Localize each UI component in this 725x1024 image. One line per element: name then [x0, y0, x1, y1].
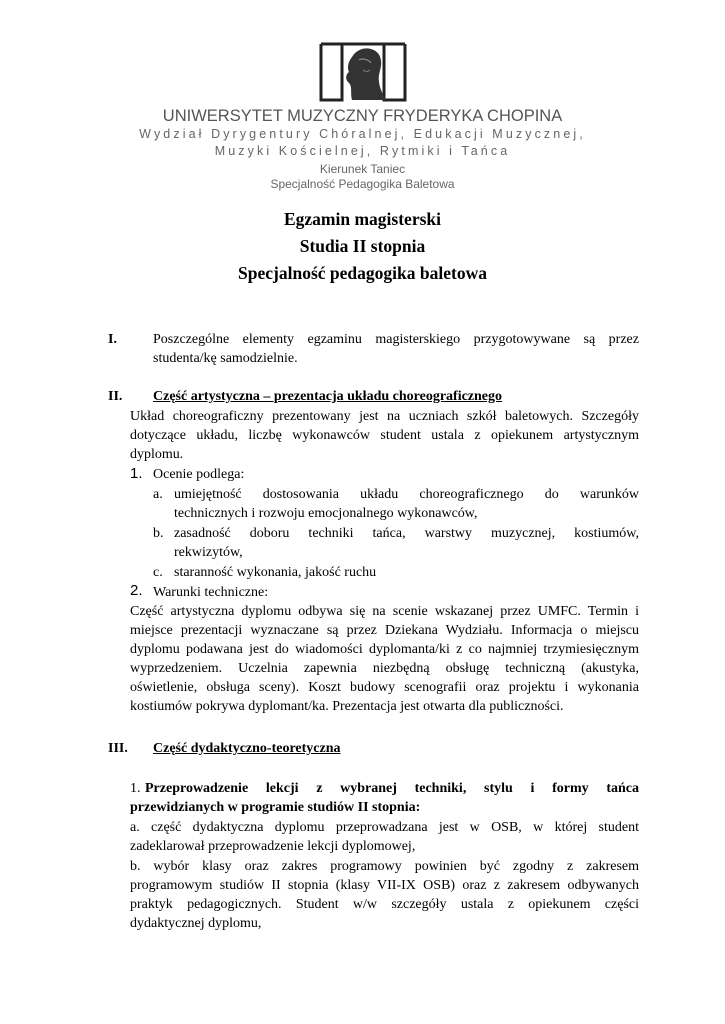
- document-title-line2: Studia II stopnia: [299, 236, 426, 256]
- section-3-item-1-title-line1: Przeprowadzenie lekcji z wybranej techniki, stylu i formy tańca: [145, 781, 639, 796]
- section-2-heading: Część artystyczna – prezentacja układu choreograficznego: [153, 389, 503, 404]
- section-numeral-1: I.: [108, 332, 117, 347]
- item-2-text-line2: miejsce prezentacji wyznaczane są przez Dziekana Wydziału. Informacja o miejscu: [130, 623, 639, 638]
- section-numeral-2: II.: [108, 389, 123, 404]
- sub-item-b-line1: zasadność doboru techniki tańca, warstwy muzycznej, kostiumów,: [174, 526, 639, 541]
- profile-silhouette-icon: [346, 48, 386, 100]
- item-2-text-line3: dyplomu podawana jest do wiadomości dyplomanta/ki z co najmniej trzymiesięcznym: [130, 642, 639, 657]
- document-title-line1: Egzamin magisterski: [283, 209, 441, 229]
- specialty-name: Specjalność Pedagogika Baletowa: [270, 177, 455, 191]
- section-3-b-line2: programowym studiów II stopnia (klasy VII-IX OSB) oraz z zakresem odbywanych: [130, 878, 639, 893]
- sub-item-c-text: staranność wykonania, jakość ruchu: [174, 565, 377, 580]
- section-numeral-3: III.: [108, 741, 128, 756]
- sub-item-letter-a: a.: [153, 487, 163, 502]
- item-2-text-line6: kostiumów pokrywa dyplomant/ka. Prezentacja jest otwarta dla publiczności.: [130, 699, 564, 714]
- section-3-heading: Część dydaktyczno-teoretyczna: [153, 741, 341, 756]
- section-2-intro-line2: dotyczące układu, liczbę wykonawców student ustala z opiekunem artystycznym: [130, 428, 639, 443]
- university-logo: [318, 42, 408, 104]
- section-3-a-line1: a. część dydaktyczna dyplomu przeprowadzana jest w OSB, w której student: [130, 820, 639, 835]
- field-of-study: Kierunek Taniec: [319, 162, 406, 176]
- faculty-name-line2: Muzyki Kościelnej, Rytmiki i Tańca: [214, 144, 511, 158]
- section-2-intro-line1: Układ choreograficzny prezentowany jest na uczniach szkół baletowych. Szczegóły: [130, 409, 639, 424]
- university-name: UNIWERSYTET MUZYCZNY FRYDERYKA CHOPINA: [162, 107, 563, 125]
- section-3-b-line4: dydaktycznej dyplomu,: [130, 916, 262, 931]
- item-number-2: 2.: [130, 582, 143, 599]
- section-3-b-line1: b. wybór klasy oraz zakres programowy powinien być zgodny z zakresem: [130, 859, 639, 874]
- item-2-text-line1: Część artystyczna dyplomu odbywa się na scenie wskazanej przez UMFC. Termin i: [130, 604, 639, 619]
- item-2-label: Warunki techniczne:: [153, 585, 269, 600]
- item-2-text-line5: oświetlenie, obsługa sceny). Koszt budowy scenografii oraz projektu i wykonania: [130, 680, 639, 695]
- section-3-a-line2: zadeklarował przeprowadzenie lekcji dyplomowej,: [130, 839, 416, 854]
- sub-item-letter-b: b.: [153, 526, 164, 541]
- sub-item-b-line2: rekwizytów,: [174, 545, 243, 560]
- sub-item-a-line1: umiejętność dostosowania układu choreograficznego do warunków: [174, 487, 639, 502]
- section-1-text-line1: Poszczególne elementy egzaminu magisterskiego przygotowywane są przez: [153, 332, 639, 347]
- item-2-text-line4: wyprzedzeniem. Uczelnia zapewnia niezbędną obsługę techniczną (akustyka,: [130, 661, 639, 676]
- section-2-intro-line3: dyplomu.: [130, 447, 184, 462]
- sub-item-letter-c: c.: [153, 565, 163, 580]
- item-number-1: 1.: [130, 465, 143, 482]
- item-1-label: Ocenie podlega:: [153, 467, 245, 482]
- document-title-line3: Specjalność pedagogika baletowa: [238, 263, 487, 283]
- section-3-item-1-title-line2: przewidzianych w programie studiów II stopnia:: [130, 800, 421, 815]
- section-3-item-number-1: 1.: [130, 781, 141, 796]
- sub-item-a-line2: technicznych i rozwoju emocjonalnego wykonawców,: [174, 506, 478, 521]
- faculty-name-line1: Wydział Dyrygentury Chóralnej, Edukacji Muzycznej,: [139, 127, 586, 141]
- section-3-b-line3: praktyk pedagogicznych. Student w/w szczegóły ustala z opiekunem części: [130, 897, 639, 912]
- section-1-text-line2: studenta/kę samodzielnie.: [153, 351, 298, 366]
